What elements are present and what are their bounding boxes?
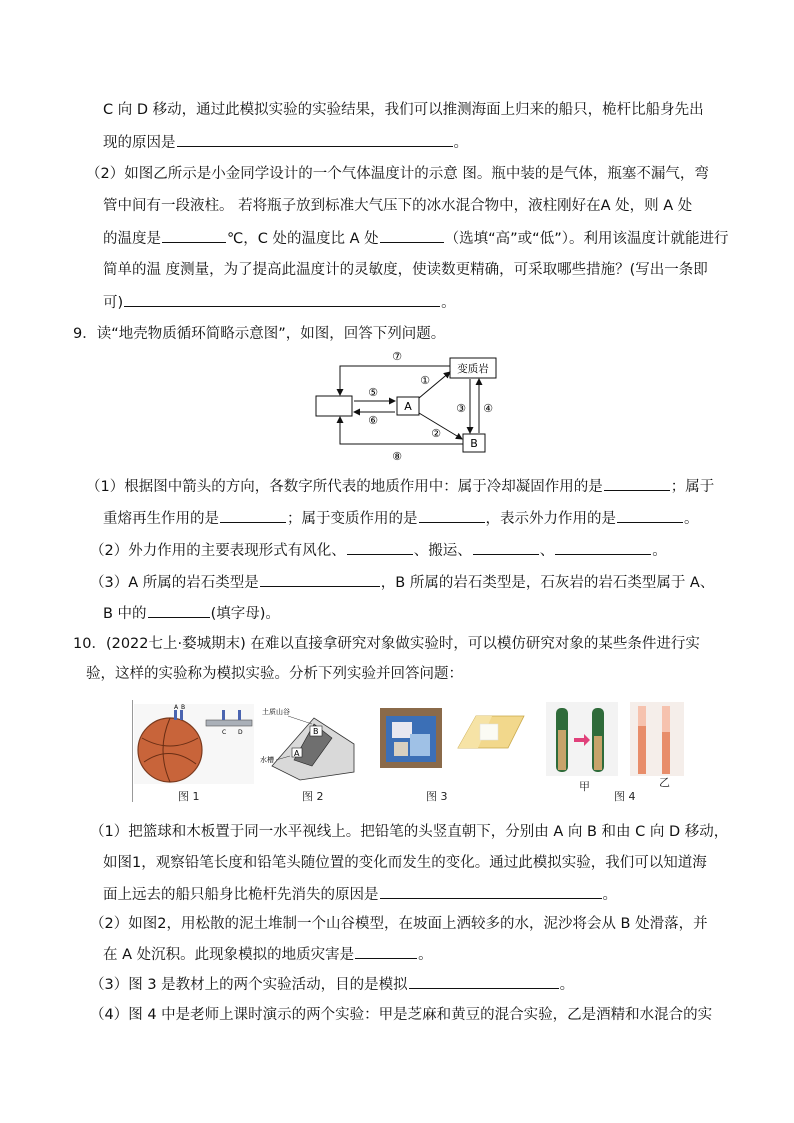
num-3: ③ [456, 402, 466, 415]
fig1-label-b: B [181, 704, 186, 711]
num-2: ② [431, 427, 441, 440]
figure-1-caption: 图 1 [178, 790, 200, 803]
q10-part1-line-3: 面上远去的船只船身比桅杆先消失的原因是 。 [103, 884, 617, 905]
answer-blank[interactable] [419, 508, 485, 523]
arrow-7 [340, 366, 450, 395]
answer-blank[interactable] [555, 540, 651, 555]
fig1-label-a: A [174, 704, 179, 711]
fig2-label-water: 水槽 [260, 756, 274, 764]
num-7: ⑦ [392, 350, 402, 363]
q10-part3: （3）图 3 是教材上的两个实验活动，目的是模拟 。 [90, 974, 574, 995]
num-5: ⑤ [368, 386, 378, 399]
figure-1-basketball [134, 704, 254, 784]
answer-blank[interactable] [409, 974, 559, 989]
answer-blank[interactable] [380, 884, 602, 899]
q8-line-1: C 向 D 移动，通过此模拟实验的实验结果，我们可以推测海面上归来的船只，桅杆比船身先出 [103, 102, 704, 118]
answer-blank[interactable] [260, 572, 380, 587]
figure-4-jia-label: 甲 [579, 780, 590, 793]
q8-line-2: 现的原因是 。 [103, 132, 468, 153]
answer-blank[interactable] [148, 603, 210, 618]
answer-blank[interactable] [604, 476, 670, 491]
node-b-label: B [470, 437, 478, 450]
q9-part1-line-1: （1）根据图中箭头的方向，各数字所代表的地质作用中：属于冷却凝固作用的是 ；属于 [86, 476, 714, 497]
figure-2-valley-model [260, 704, 358, 784]
answer-blank[interactable] [347, 540, 413, 555]
fig2-label-b: B [313, 727, 319, 736]
num-8: ⑧ [392, 450, 402, 463]
answer-blank[interactable] [617, 508, 683, 523]
node-a-label: A [404, 400, 412, 413]
q9-part2: （2）外力作用的主要表现形式有风化、 、搬运、 、 。 [90, 540, 667, 561]
q10-part4-line-1: （4）图 4 中是老师上课时演示的两个实验：甲是芝麻和黄豆的混合实验，乙是酒精和水混合的实 [90, 1007, 713, 1023]
answer-blank[interactable] [124, 292, 440, 307]
q8-part2-line-5: 可) 。 [103, 292, 456, 313]
figure-3-caption: 图 3 [426, 790, 448, 803]
q9-part3-line-2: B 中的 (填字母)。 [103, 603, 280, 624]
metamorphic-label: 变质岩 [457, 363, 489, 375]
q9-part3-line-1: （3）A 所属的岩石类型是 ，B 所属的岩石类型是，石灰岩的岩石类型属于 A、 [90, 572, 714, 593]
fig2-label-mountain: 土质山谷 [262, 708, 290, 716]
q9-title: 9．读“地壳物质循环简略示意图”，如图，回答下列问题。 [73, 326, 446, 342]
q10-part2-line-2: 在 A 处沉积。此现象模拟的地质灾害是 。 [103, 944, 433, 965]
answer-blank[interactable] [473, 540, 539, 555]
figure-4-caption: 图 4 [614, 790, 636, 803]
q10-title-line-2: 验，这样的实验称为模拟实验。分析下列实验并回答问题： [86, 666, 463, 682]
fig2-label-a: A [294, 749, 300, 758]
magma-box [316, 396, 352, 416]
figure-strip [126, 700, 686, 804]
figure-2-caption: 图 2 [302, 790, 324, 803]
answer-blank[interactable] [177, 132, 453, 147]
q10-title-line-1: 10．(2022七上·婺城期末) 在难以直接拿研究对象做实验时，可以模仿研究对象的某些条件进行实 [73, 636, 700, 652]
figure-4-tube-experiments [546, 702, 686, 782]
figure-4-yi-label: 乙 [659, 776, 670, 789]
q10-part1-line-2: 如图1，观察铅笔长度和铅笔头随位置的变化而发生的变化。通过此模拟实验，我们可以知道海 [103, 855, 707, 871]
q9-part1-line-2: 重熔再生作用的是 ；属于变质作用的是 ，表示外力作用的是 。 [103, 508, 699, 529]
q8-part2-line-4: 简单的温 度测量，为了提高此温度计的灵敏度，使读数更精确，可采取哪些措施？(写出一条即 [103, 262, 708, 278]
q10-part2-line-1: （2）如图2，用松散的泥土堆制一个山谷模型，在坡面上洒较多的水，泥沙将会从 B 处滑落，并 [90, 916, 708, 932]
rock-cycle-diagram [300, 346, 510, 464]
q8-part2-line-3: 的温度是 ℃，C 处的温度比 A 处 （选填“高”或“低”）。利用该温度计就能进行 [103, 228, 728, 249]
arrow-8 [340, 417, 463, 444]
q8-part2-line-2: 管中间有一段液柱。 若将瓶子放到标准大气压下的冰水混合物中，液柱刚好在A 处，则 A 处 [103, 198, 693, 214]
num-1: ① [420, 374, 430, 387]
q10-part1-line-1: （1）把篮球和木板置于同一水平视线上。把铅笔的头竖直朝下，分别由 A 向 B 和由 C 向 D 移动， [90, 824, 729, 840]
answer-blank[interactable] [380, 228, 444, 243]
fig1-label-d: D [238, 729, 243, 736]
answer-blank[interactable] [162, 228, 226, 243]
q8-part2-line-1: （2）如图乙所示是小金同学设计的一个气体温度计的示意 图。瓶中装的是气体，瓶塞不漏气，弯 [86, 166, 709, 182]
answer-blank[interactable] [355, 944, 417, 959]
figure-frame-line [132, 700, 133, 802]
num-4: ④ [483, 402, 493, 415]
fig1-label-c: C [222, 729, 227, 736]
figure-3-activities [380, 708, 530, 772]
answer-blank[interactable] [220, 508, 286, 523]
num-6: ⑥ [368, 414, 378, 427]
